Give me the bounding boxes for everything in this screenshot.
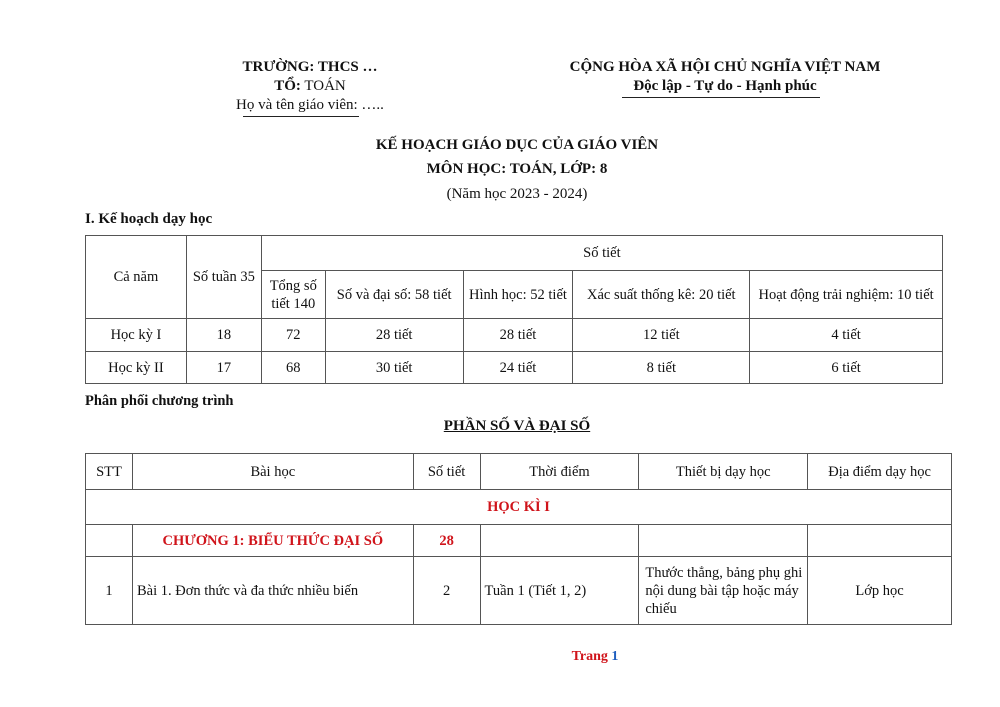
table-row (86, 319, 943, 352)
lesson-time: Tuần 1 (Tiết 1, 2) (480, 557, 639, 625)
header-location: Địa điểm dạy học (808, 454, 952, 490)
section1-heading: I. Kế hoạch dạy học (85, 211, 213, 227)
doc-title: KẾ HOẠCH GIÁO DỤC CỦA GIÁO VIÊN (375, 137, 659, 153)
chapter-time (480, 525, 639, 557)
lesson-location: Lớp học (808, 557, 952, 625)
cell-geometry: 28 tiết (463, 319, 573, 352)
lesson-stt: 1 (86, 557, 133, 625)
sub-header-total: Tổng số tiết 140 (261, 271, 325, 319)
sub-header-algebra: Số và đại số: 58 tiết (325, 271, 463, 319)
lesson-name: Bài 1. Đơn thức và đa thức nhiều biến (132, 557, 413, 625)
page-number: 1 (611, 649, 619, 664)
sub-header-activities: Hoạt động trải nghiệm: 10 tiết (750, 271, 943, 319)
cell-statistics: 12 tiết (573, 319, 750, 352)
teaching-plan-table (85, 235, 943, 384)
sub-header-geometry: Hình học: 52 tiết (463, 271, 573, 319)
school-name: TRƯỜNG: THCS … (242, 59, 378, 75)
col-so-tuan: Số tuần 35 (186, 236, 261, 319)
header-stt: STT (86, 454, 133, 490)
cell-weeks: 17 (186, 352, 261, 384)
motto-underline (622, 97, 820, 98)
lesson-periods: 2 (413, 557, 480, 625)
page-label: Trang (571, 649, 612, 664)
lesson-equipment: Thước thẳng, bảng phụ ghi nội dung bài tập hoặc máy chiếu (639, 557, 808, 625)
cell-algebra: 28 tiết (325, 319, 463, 352)
cell-geometry: 24 tiết (463, 352, 573, 384)
header-right (520, 58, 930, 96)
table-row (86, 352, 943, 384)
cell-activities: 4 tiết (750, 319, 943, 352)
school-year: (Năm học 2023 - 2024) (446, 186, 588, 202)
header-left (200, 58, 420, 115)
cell-semester: Học kỳ I (86, 319, 187, 352)
cell-statistics: 8 tiết (573, 352, 750, 384)
part-title: PHẦN SỐ VÀ ĐẠI SỐ (443, 418, 591, 434)
sub-header-statistics: Xác suất thống kê: 20 tiết (573, 271, 750, 319)
chapter-equipment (639, 525, 808, 557)
chapter-stt (86, 525, 133, 557)
header-equipment: Thiết bị dạy học (639, 454, 808, 490)
header-lesson: Bài học (132, 454, 413, 490)
header-left-underline (243, 116, 359, 117)
chapter-row (86, 525, 952, 557)
cell-semester: Học kỳ II (86, 352, 187, 384)
cell-weeks: 18 (186, 319, 261, 352)
chapter-name: CHƯƠNG 1: BIỂU THỨC ĐẠI SỐ (132, 525, 413, 557)
header-time: Thời điểm (480, 454, 639, 490)
section2-heading: Phân phối chương trình (85, 393, 234, 409)
doc-subtitle: MÔN HỌC: TOÁN, LỚP: 8 (426, 161, 608, 177)
cell-total: 72 (261, 319, 325, 352)
table-row (86, 557, 952, 625)
motto: Độc lập - Tự do - Hạnh phúc (633, 78, 817, 94)
cell-activities: 6 tiết (750, 352, 943, 384)
group-line: TỔ: TOÁN (274, 78, 346, 94)
cell-total: 68 (261, 352, 325, 384)
chapter-location (808, 525, 952, 557)
header-periods: Số tiết (413, 454, 480, 490)
country-name: CỘNG HÒA XÃ HỘI CHỦ NGHĨA VIỆT NAM (569, 59, 881, 75)
page-footer (0, 649, 1000, 665)
col-so-tiet: Số tiết (261, 236, 942, 271)
chapter-periods: 28 (413, 525, 480, 557)
program-distribution-table (85, 453, 952, 625)
cell-algebra: 30 tiết (325, 352, 463, 384)
semester-row: HỌC KÌ I (86, 490, 952, 525)
teacher-name: Họ và tên giáo viên: ….. (236, 97, 384, 113)
col-ca-nam: Cả năm (86, 236, 187, 319)
